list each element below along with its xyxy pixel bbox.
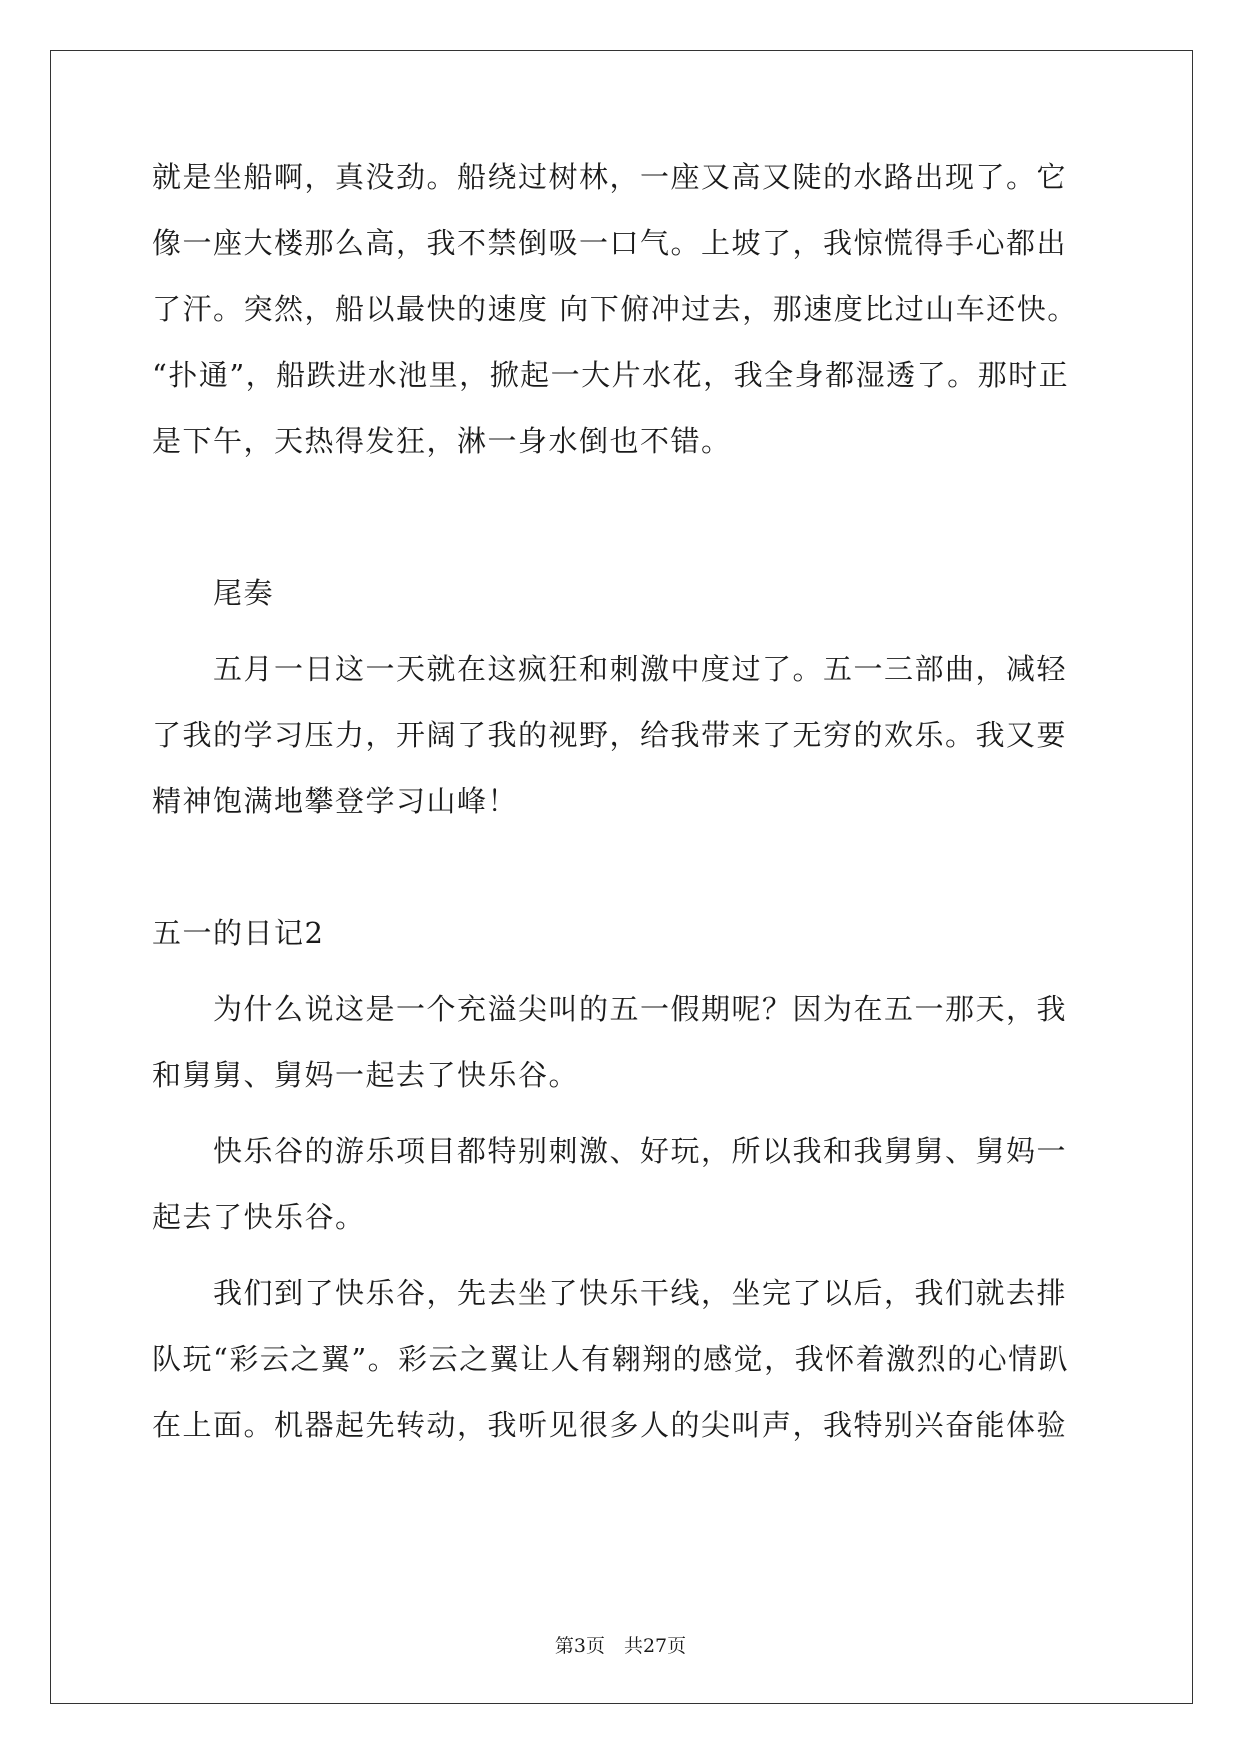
body-line: 和舅舅、舅妈一起去了快乐谷。 xyxy=(152,1058,580,1092)
body-line: 是下午，天热得发狂，淋一身水倒也不错。 xyxy=(152,424,732,458)
body-line: “扑通”，船跌进水池里，掀起一大片水花，我全身都湿透了。那时正 xyxy=(152,358,1070,392)
body-line: 我们到了快乐谷，先去坐了快乐干线，坐完了以后，我们就去排 xyxy=(152,1276,1068,1310)
body-line: 快乐谷的游乐项目都特别刺激、好玩，所以我和我舅舅、舅妈一 xyxy=(152,1134,1068,1168)
body-line: 了汗。突然，船以最快的速度 向下俯冲过去，那速度比过山车还快。 xyxy=(152,292,1078,326)
page-number-footer: 第3页 共27页 xyxy=(554,1635,687,1657)
body-line: 队玩“彩云之翼”。彩云之翼让人有翱翔的感觉，我怀着激烈的心情趴 xyxy=(152,1342,1070,1376)
body-line: 为什么说这是一个充溢尖叫的五一假期呢？因为在五一那天，我 xyxy=(152,992,1068,1026)
section-title: 五一的日记2 xyxy=(152,916,325,950)
body-line: 起去了快乐谷。 xyxy=(152,1200,366,1234)
body-line: 像一座大楼那么高，我不禁倒吸一口气。上坡了，我惊慌得手心都出 xyxy=(152,226,1068,260)
body-line: 在上面。机器起先转动，我听见很多人的尖叫声，我特别兴奋能体验 xyxy=(152,1408,1068,1442)
body-line: 就是坐船啊，真没劲。船绕过树林，一座又高又陡的水路出现了。它 xyxy=(152,160,1068,194)
body-line: 了我的学习压力，开阔了我的视野，给我带来了无穷的欢乐。我又要 xyxy=(152,718,1068,752)
body-line: 五月一日这一天就在这疯狂和刺激中度过了。五一三部曲，减轻 xyxy=(152,652,1068,686)
section-heading-coda: 尾奏 xyxy=(152,576,275,610)
body-line: 精神饱满地攀登学习山峰！ xyxy=(152,784,519,818)
